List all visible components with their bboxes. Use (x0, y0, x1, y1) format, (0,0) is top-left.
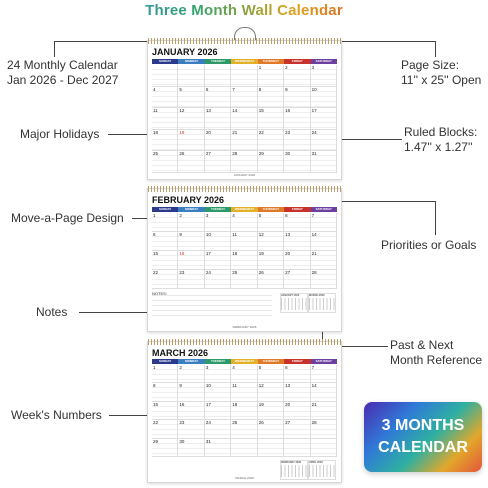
mini-calendar-title: APRIL 2026 (309, 461, 323, 464)
weekday-label: THURSDAY (258, 207, 284, 212)
day-number: 1 (153, 365, 156, 370)
day-cell (178, 402, 204, 420)
day-number: 19 (258, 401, 264, 407)
calendar-sheet (147, 341, 342, 483)
day-number: 18 (232, 401, 238, 407)
day-cell (178, 232, 204, 251)
day-cell (258, 151, 284, 173)
day-cell (258, 365, 284, 383)
day-cell (284, 213, 310, 232)
day-number: 23 (179, 270, 185, 275)
day-number: 30 (285, 151, 291, 157)
day-cell (178, 383, 204, 401)
day-number: 4 (153, 86, 156, 92)
day-number: 8 (153, 232, 156, 237)
day-number: 4 (232, 213, 235, 218)
mini-calendar-grid (281, 298, 307, 310)
day-cell (205, 232, 231, 251)
day-cell (205, 108, 231, 130)
weekday-label: MONDAY (178, 59, 204, 64)
day-cell (152, 130, 178, 152)
day-cell (311, 251, 337, 270)
day-cell (152, 232, 178, 251)
day-number: 11 (232, 232, 237, 237)
day-number: 9 (179, 383, 182, 389)
day-number: 6 (285, 213, 288, 218)
day-cell (284, 270, 310, 289)
day-number: 13 (285, 383, 291, 389)
callout-move: Move-a-Page Design (11, 211, 124, 225)
day-cell (284, 87, 310, 109)
callout-page-size (401, 58, 481, 88)
day-cell (311, 402, 337, 420)
day-cell (258, 108, 284, 130)
day-number: 6 (285, 365, 288, 370)
day-cell (178, 87, 204, 109)
day-cell (231, 65, 257, 87)
day-cell (152, 151, 178, 173)
day-number: 17 (205, 251, 211, 256)
day-number: 21 (311, 401, 317, 407)
day-cell (231, 108, 257, 130)
day-number: 16 (179, 251, 185, 256)
weekday-label: MONDAY (178, 207, 204, 212)
callout-priorities-line (330, 201, 436, 202)
day-number: 21 (311, 251, 317, 256)
day-cell (258, 402, 284, 420)
day-number: 12 (258, 383, 264, 389)
day-cell (152, 402, 178, 420)
badge-line1: 3 MONTHS (381, 417, 465, 434)
day-number: 17 (311, 108, 317, 114)
callout-page-size-line2: 11'' x 25'' Open (401, 73, 482, 87)
day-cell (311, 65, 337, 87)
day-number: 25 (153, 151, 159, 157)
weekday-header (152, 207, 337, 212)
day-cell (205, 402, 231, 420)
day-number: 1 (258, 65, 262, 70)
day-cell (258, 232, 284, 251)
day-number: 15 (153, 251, 159, 256)
day-number: 2 (285, 65, 288, 70)
day-number: 1 (153, 213, 156, 218)
day-cell (205, 420, 231, 438)
day-cell (152, 87, 178, 109)
spiral-binding (148, 339, 341, 345)
day-cell (231, 130, 257, 152)
day-cell (231, 232, 257, 251)
day-number: 27 (205, 151, 211, 157)
day-number: 8 (153, 383, 156, 389)
callout-weeks: Week's Numbers (11, 408, 102, 422)
callout-page-size-line (335, 41, 436, 42)
day-cell (152, 439, 178, 457)
callout-monthly-line-vert (54, 41, 55, 57)
day-number: 23 (285, 129, 291, 135)
notes-area (152, 291, 272, 319)
day-number: 5 (258, 213, 262, 218)
day-cell (258, 130, 284, 152)
day-cell (284, 232, 310, 251)
day-number: 5 (258, 365, 262, 370)
day-number: 29 (153, 438, 159, 444)
callout-past-next-line1: Past & Next (390, 338, 454, 352)
day-cell (258, 251, 284, 270)
weekday-label: WEDNESDAY (231, 59, 257, 64)
sheet-footer: MARCH 2026 (235, 476, 254, 480)
weekday-header (152, 59, 337, 64)
day-cell (231, 439, 257, 457)
callout-ruled (404, 125, 477, 155)
day-cell (205, 439, 231, 457)
day-cell (311, 383, 337, 401)
day-number: 16 (179, 401, 185, 407)
day-cell (284, 65, 310, 87)
day-cell (258, 213, 284, 232)
day-number: 19 (258, 251, 264, 256)
weekday-label: THURSDAY (258, 359, 284, 364)
day-number: 26 (179, 151, 185, 157)
day-cell (231, 151, 257, 173)
callout-ruled-line1: Ruled Blocks: (404, 125, 478, 139)
day-number: 17 (205, 401, 211, 407)
day-number: 25 (232, 420, 238, 426)
spiral-binding (148, 186, 341, 192)
callout-past-next-line2: Month Reference (390, 353, 483, 367)
day-number: 12 (258, 232, 264, 237)
day-number: 28 (311, 420, 317, 426)
month-grid (152, 65, 337, 173)
day-number: 20 (285, 251, 291, 256)
day-number: 30 (179, 438, 185, 444)
day-number: 28 (311, 270, 317, 275)
day-cell (178, 130, 204, 152)
day-cell (284, 383, 310, 401)
day-cell (178, 365, 204, 383)
day-number: 23 (179, 420, 185, 426)
day-cell (152, 270, 178, 289)
weekday-label: FRIDAY (284, 207, 310, 212)
day-cell (205, 365, 231, 383)
day-number: 3 (205, 365, 209, 370)
day-number: 29 (258, 151, 264, 157)
day-cell (152, 108, 178, 130)
day-number: 20 (205, 129, 211, 135)
day-number: 9 (285, 86, 288, 92)
day-number: 12 (179, 108, 185, 114)
day-cell (284, 439, 310, 457)
mini-calendar-grid (309, 298, 335, 310)
day-cell (152, 213, 178, 232)
weekday-header (152, 359, 337, 364)
day-number: 3 (311, 65, 315, 70)
sheet-footer: JANUARY 2026 (233, 173, 256, 177)
day-number: 24 (311, 129, 317, 135)
day-cell (205, 130, 231, 152)
day-number: 15 (153, 401, 159, 407)
day-cell (258, 87, 284, 109)
day-number: 3 (205, 213, 209, 218)
day-cell (258, 420, 284, 438)
callout-monthly-line (54, 41, 152, 42)
day-cell (311, 439, 337, 457)
day-cell (284, 130, 310, 152)
day-cell (284, 365, 310, 383)
day-cell (231, 365, 257, 383)
callout-past-next (390, 338, 482, 368)
callout-page-size-line1: Page Size: (401, 58, 460, 72)
day-number: 28 (232, 151, 238, 157)
day-number: 4 (232, 365, 235, 370)
day-cell (231, 270, 257, 289)
day-number: 6 (205, 86, 209, 92)
day-cell (284, 251, 310, 270)
weekday-label: SUNDAY (152, 207, 178, 212)
day-cell (311, 87, 337, 109)
day-number: 19 (179, 129, 185, 135)
month-grid (152, 213, 337, 289)
day-cell (311, 270, 337, 289)
mini-calendar-title: JANUARY 2026 (281, 294, 300, 297)
day-number: 7 (311, 213, 315, 218)
weekday-label: SATURDAY (311, 59, 337, 64)
day-number: 14 (311, 232, 317, 237)
weekday-label: THURSDAY (258, 59, 284, 64)
weekday-label: MONDAY (178, 359, 204, 364)
day-cell (152, 65, 178, 87)
day-number: 20 (285, 401, 291, 407)
day-number: 5 (179, 86, 182, 92)
day-cell (231, 213, 257, 232)
day-number: 22 (153, 270, 159, 275)
day-number: 22 (258, 129, 264, 135)
day-cell (152, 420, 178, 438)
calendar-sheet (147, 40, 342, 180)
weekday-label: SUNDAY (152, 359, 178, 364)
day-cell (311, 420, 337, 438)
weekday-label: WEDNESDAY (231, 359, 257, 364)
day-number: 15 (258, 108, 264, 114)
day-cell (258, 383, 284, 401)
day-cell (284, 420, 310, 438)
month-title: FEBRUARY 2026 (152, 195, 225, 205)
day-cell (231, 87, 257, 109)
day-number: 13 (285, 232, 291, 237)
day-cell (152, 383, 178, 401)
day-number: 14 (232, 108, 238, 114)
weekday-label: FRIDAY (284, 59, 310, 64)
day-number: 2 (179, 213, 182, 218)
month-title: JANUARY 2026 (152, 47, 218, 57)
day-cell (311, 365, 337, 383)
badge-line2: CALENDAR (378, 439, 468, 456)
day-cell (311, 213, 337, 232)
day-cell (284, 108, 310, 130)
day-cell (205, 87, 231, 109)
day-number: 11 (153, 108, 158, 114)
day-cell (178, 270, 204, 289)
sheet-footer: FEBRUARY 2026 (232, 325, 257, 329)
day-cell (178, 151, 204, 173)
day-number: 11 (232, 383, 237, 389)
callout-priorities-line-vert (435, 201, 436, 235)
day-number: 21 (232, 129, 238, 135)
day-cell (178, 439, 204, 457)
day-cell (178, 251, 204, 270)
callout-notes-line (79, 312, 157, 313)
mini-calendar-title: FEBRUARY 2026 (281, 461, 302, 464)
day-cell (311, 108, 337, 130)
callout-notes: Notes (36, 305, 68, 319)
day-cell (205, 65, 231, 87)
day-number: 7 (311, 365, 315, 370)
callout-page-size-line-vert (435, 41, 436, 57)
day-cell (205, 251, 231, 270)
day-number: 25 (232, 270, 238, 275)
hanger-hook (234, 27, 256, 40)
day-number: 14 (311, 383, 317, 389)
callout-holidays: Major Holidays (20, 127, 100, 141)
day-cell (311, 130, 337, 152)
callout-monthly-line2: Jan 2026 - Dec 2027 (7, 73, 119, 87)
callout-monthly-line1: 24 Monthly Calendar (7, 58, 118, 72)
day-number: 10 (205, 383, 211, 389)
day-number: 13 (205, 108, 211, 114)
weekday-label: WEDNESDAY (231, 207, 257, 212)
day-number: 7 (232, 86, 235, 92)
weekday-label: FRIDAY (284, 359, 310, 364)
day-number: 8 (258, 86, 262, 92)
day-number: 18 (153, 129, 159, 135)
day-number: 31 (311, 151, 317, 157)
day-cell (178, 65, 204, 87)
day-cell (205, 151, 231, 173)
day-number: 27 (285, 420, 291, 426)
month-title: MARCH 2026 (152, 348, 209, 358)
day-number: 18 (232, 251, 238, 256)
month-grid (152, 365, 337, 457)
callout-ruled-line2: 1.47'' x 1.27'' (404, 140, 473, 154)
page-title: Three Month Wall Calendar (0, 2, 488, 19)
day-cell (205, 213, 231, 232)
day-cell (311, 151, 337, 173)
day-number: 2 (179, 365, 182, 370)
day-number: 9 (179, 232, 182, 237)
day-number: 22 (153, 420, 159, 426)
day-number: 10 (205, 232, 211, 237)
day-cell (231, 402, 257, 420)
day-cell (152, 251, 178, 270)
day-cell (178, 213, 204, 232)
day-cell (231, 383, 257, 401)
mini-calendar-next (308, 293, 336, 313)
day-cell (178, 108, 204, 130)
day-number: 26 (258, 270, 264, 275)
weekday-label: SATURDAY (311, 207, 337, 212)
day-number: 31 (205, 438, 211, 444)
day-cell (205, 383, 231, 401)
day-cell (231, 251, 257, 270)
calendar-sheet (147, 188, 342, 332)
day-number: 24 (205, 420, 211, 426)
weekday-label: SATURDAY (311, 359, 337, 364)
day-number: 26 (258, 420, 264, 426)
callout-monthly (7, 58, 118, 88)
day-cell (258, 65, 284, 87)
callout-priorities: Priorities or Goals (381, 238, 477, 252)
weekday-label: TUESDAY (205, 207, 231, 212)
day-cell (258, 270, 284, 289)
day-cell (284, 402, 310, 420)
day-cell (205, 270, 231, 289)
notes-label: NOTES: (152, 291, 167, 296)
mini-calendar-title: MARCH 2026 (309, 294, 325, 297)
day-cell (284, 151, 310, 173)
day-number: 27 (285, 270, 291, 275)
three-months-badge (364, 402, 482, 472)
day-cell (152, 365, 178, 383)
day-number: 16 (285, 108, 291, 114)
day-cell (178, 420, 204, 438)
weekday-label: TUESDAY (205, 59, 231, 64)
day-cell (258, 439, 284, 457)
weekday-label: SUNDAY (152, 59, 178, 64)
weekday-label: TUESDAY (205, 359, 231, 364)
day-number: 24 (205, 270, 211, 275)
day-number: 10 (311, 86, 317, 92)
day-cell (231, 420, 257, 438)
mini-calendar-prev (280, 293, 308, 313)
day-cell (311, 232, 337, 251)
